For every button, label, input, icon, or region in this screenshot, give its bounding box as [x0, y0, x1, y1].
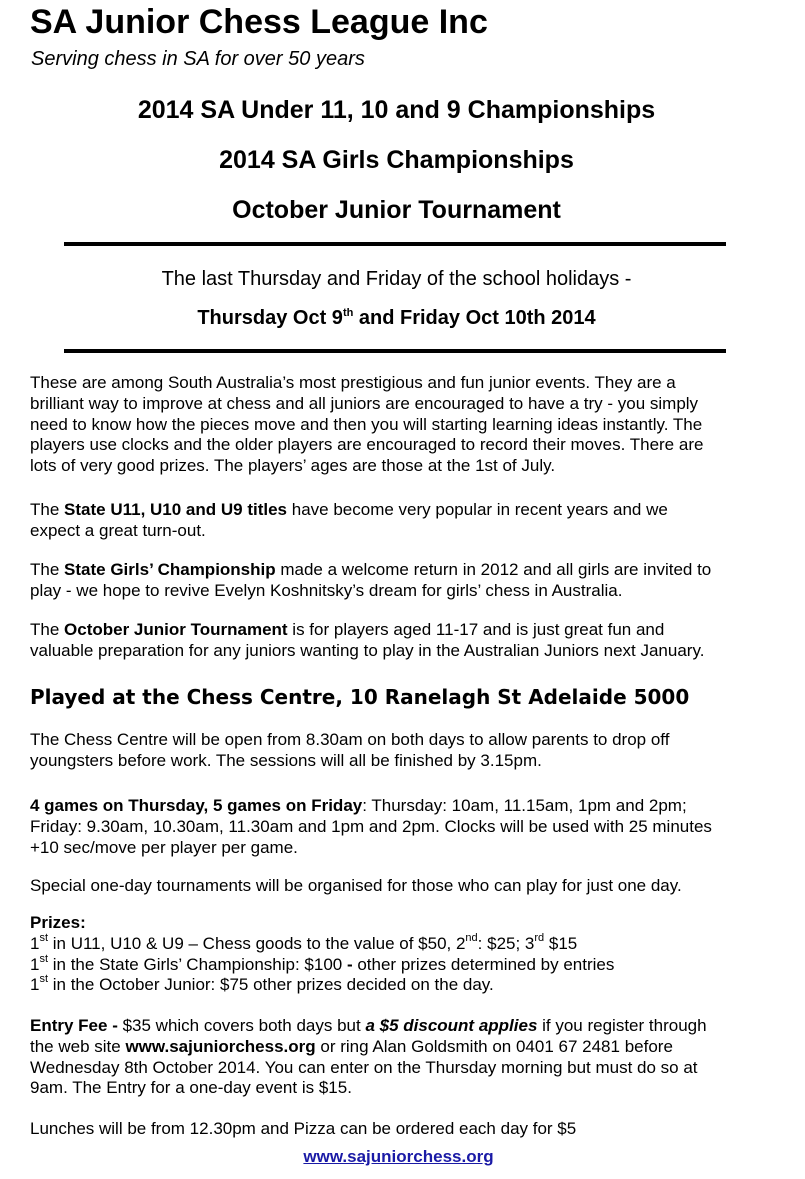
- divider-top: [64, 242, 726, 246]
- lunches-paragraph: Lunches will be from 12.30pm and Pizza can be ordered each day for $5: [30, 1119, 577, 1138]
- centre-open-paragraph: The Chess Centre will be open from 8.30am on both days to allow parents to drop off youngsters before work. The sessions will all be finished by 3.15pm.: [30, 730, 670, 770]
- venue-heading: Played at the Chess Centre, 10 Ranelagh St Adelaide 5000: [30, 685, 690, 709]
- schedule-paragraph: 4 games on Thursday, 5 games on Friday: Thursday: 10am, 11.15am, 1pm and 2pm; Friday: 9.30am, 10.30am, 11.30am and 1pm and 2pm. Clocks will be used with 25 minutes +10 sec/move per player per game.: [30, 796, 712, 857]
- divider-bottom: [64, 349, 726, 353]
- october-paragraph: The October Junior Tournament is for players aged 11-17 and is just great fun and valuable preparation for any juniors wanting to play in the Australian Juniors next January.: [30, 620, 705, 660]
- entry-fee-paragraph: Entry Fee - $35 which covers both days but a $5 discount applies if you register through the web site www.sajuniorchess.org or ring Alan Goldsmith on 0401 67 2481 before Wednesday 8th October 2014. You can enter on the Thursday morning but must do so at 9am. The Entry for a one-day event is $15.: [30, 1016, 707, 1098]
- prizes-title: Prizes:: [30, 913, 86, 932]
- tagline: Serving chess in SA for over 50 years: [31, 48, 365, 70]
- dates-main: Thursday Oct 9th and Friday Oct 10th 2014: [197, 307, 596, 329]
- website-footer-link[interactable]: www.sajuniorchess.org: [303, 1147, 494, 1166]
- prizes-section: [30, 913, 790, 996]
- website-link-inline[interactable]: www.sajuniorchess.org: [125, 1036, 316, 1056]
- heading-october-junior: October Junior Tournament: [232, 196, 561, 224]
- heading-under-11-championships: 2014 SA Under 11, 10 and 9 Championships: [137, 96, 656, 124]
- org-name: SA Junior Chess League Inc: [30, 3, 488, 41]
- prize-october: 1st in the October Junior: $75 other prizes decided on the day.: [30, 973, 494, 995]
- girls-paragraph: The State Girls’ Championship made a welcome return in 2012 and all girls are invited to play - we hope to revive Evelyn Koshnitsky’s dream for girls’ chess in Australia.: [30, 560, 712, 600]
- intro-paragraph: These are among South Australia’s most prestigious and fun junior events. They are a brilliant way to improve at chess and all juniors are encouraged to have a try - you simply need to know how the pieces move and then you will starting learning ideas instantly. The players use clocks and the older players are encouraged to record their moves. There are lots of very good prizes. The players’ ages are those at the 1st of July.: [30, 373, 704, 476]
- prize-girls: 1st in the State Girls’ Championship: $100 - other prizes determined by entries: [30, 952, 615, 974]
- dates-intro: The last Thursday and Friday of the school holidays -: [161, 268, 632, 290]
- one-day-paragraph: Special one-day tournaments will be organised for those who can play for just one day.: [30, 876, 682, 895]
- state-titles-paragraph: The State U11, U10 and U9 titles have become very popular in recent years and we expect a great turn-out.: [30, 500, 668, 540]
- heading-girls-championships: 2014 SA Girls Championships: [219, 146, 574, 174]
- prize-u11: 1st in U11, U10 & U9 – Chess goods to the value of $50, 2nd: $25; 3rd $15: [30, 931, 578, 953]
